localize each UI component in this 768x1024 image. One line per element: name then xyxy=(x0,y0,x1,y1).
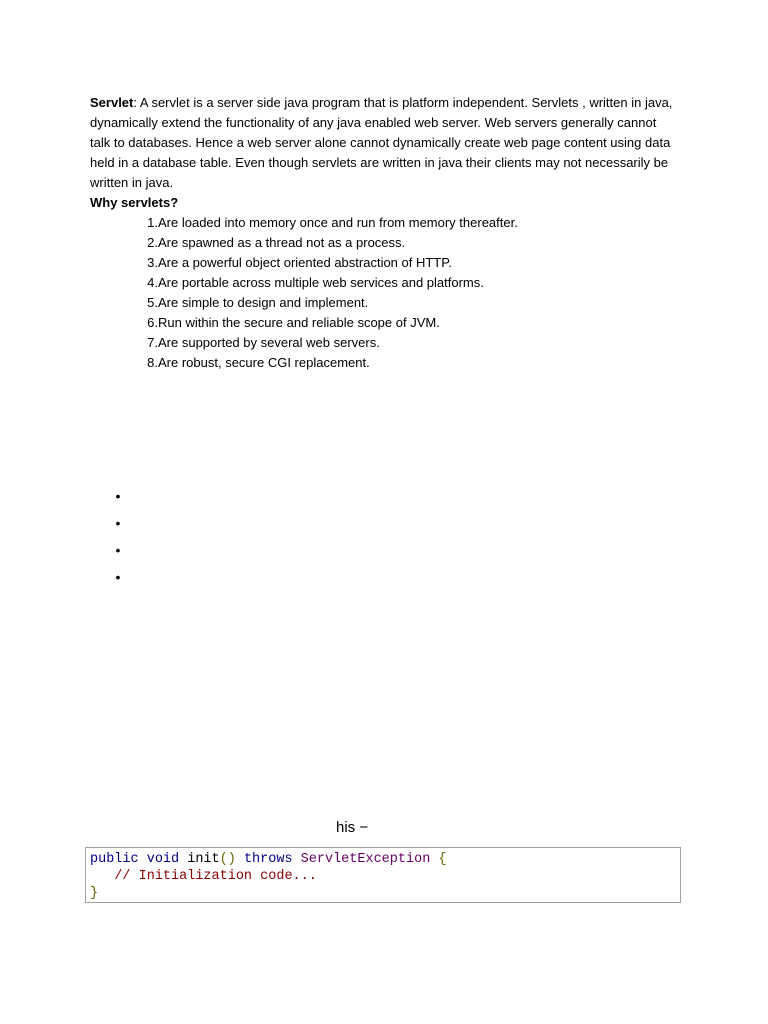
list-item xyxy=(130,353,518,373)
bullet-item xyxy=(112,513,124,540)
list-item xyxy=(130,333,518,353)
bullet-icon: • xyxy=(115,488,121,504)
code-block xyxy=(85,847,681,903)
code-keyword: public xyxy=(90,852,139,867)
code-parens: () xyxy=(219,852,236,867)
bullet-item xyxy=(112,567,124,594)
list-item-text: Are loaded into memory once and run from memory thereafter. xyxy=(158,215,518,230)
servlet-definition-text: : A servlet is a server side java program that is platform independent. Servlets , written in java, dynamically extend the functionality of any java enabled web server. Web servers generally cannot talk to databases. Hence a web server alone cannot dynamically create web page content using data held in a database table. Even though servlets are written in java their clients may not necessarily be written in java. xyxy=(90,95,673,190)
bullet-icon: • xyxy=(115,569,121,585)
list-item-number: 1. xyxy=(147,215,158,230)
list-item xyxy=(130,213,518,233)
list-item-text: Are portable across multiple web services and platforms. xyxy=(158,275,484,290)
list-item-number: 2. xyxy=(147,235,158,250)
code-brace-close: } xyxy=(90,886,99,901)
code-comment: // Initialization code... xyxy=(114,869,317,884)
list-item-text: Are simple to design and implement. xyxy=(158,295,369,310)
code-brace-open: { xyxy=(438,852,447,867)
bullet-icon: • xyxy=(115,542,121,558)
reasons-list xyxy=(130,213,518,373)
list-item xyxy=(130,293,518,313)
code-keyword: void xyxy=(146,852,180,867)
list-item xyxy=(130,313,518,333)
list-item-text: Are a powerful object oriented abstraction of HTTP. xyxy=(158,255,452,270)
code-method-name: init xyxy=(187,852,220,867)
list-item xyxy=(130,273,518,293)
bullet-icon: • xyxy=(115,515,121,531)
list-item-number: 6. xyxy=(147,315,158,330)
bullet-item xyxy=(112,486,124,513)
servlet-definition-paragraph xyxy=(90,93,680,193)
why-servlets-heading: Why servlets? xyxy=(90,195,179,210)
list-item-number: 7. xyxy=(147,335,158,350)
list-item-number: 4. xyxy=(147,275,158,290)
list-item-text: Are robust, secure CGI replacement. xyxy=(158,355,370,370)
list-item-text: Run within the secure and reliable scope of JVM. xyxy=(158,315,440,330)
code-keyword: throws xyxy=(243,852,293,867)
list-item-text: Are spawned as a thread not as a process. xyxy=(158,235,406,250)
code-class-name: ServletException xyxy=(300,852,431,867)
list-item-number: 3. xyxy=(147,255,158,270)
list-item-number: 8. xyxy=(147,355,158,370)
list-item-number: 5. xyxy=(147,295,158,310)
empty-bullet-list xyxy=(112,486,124,594)
code-intro-text: his − xyxy=(336,819,369,836)
list-item-text: Are supported by several web servers. xyxy=(158,335,380,350)
list-item xyxy=(130,253,518,273)
list-item xyxy=(130,233,518,253)
servlet-term: Servlet xyxy=(90,95,134,110)
bullet-item xyxy=(112,540,124,567)
